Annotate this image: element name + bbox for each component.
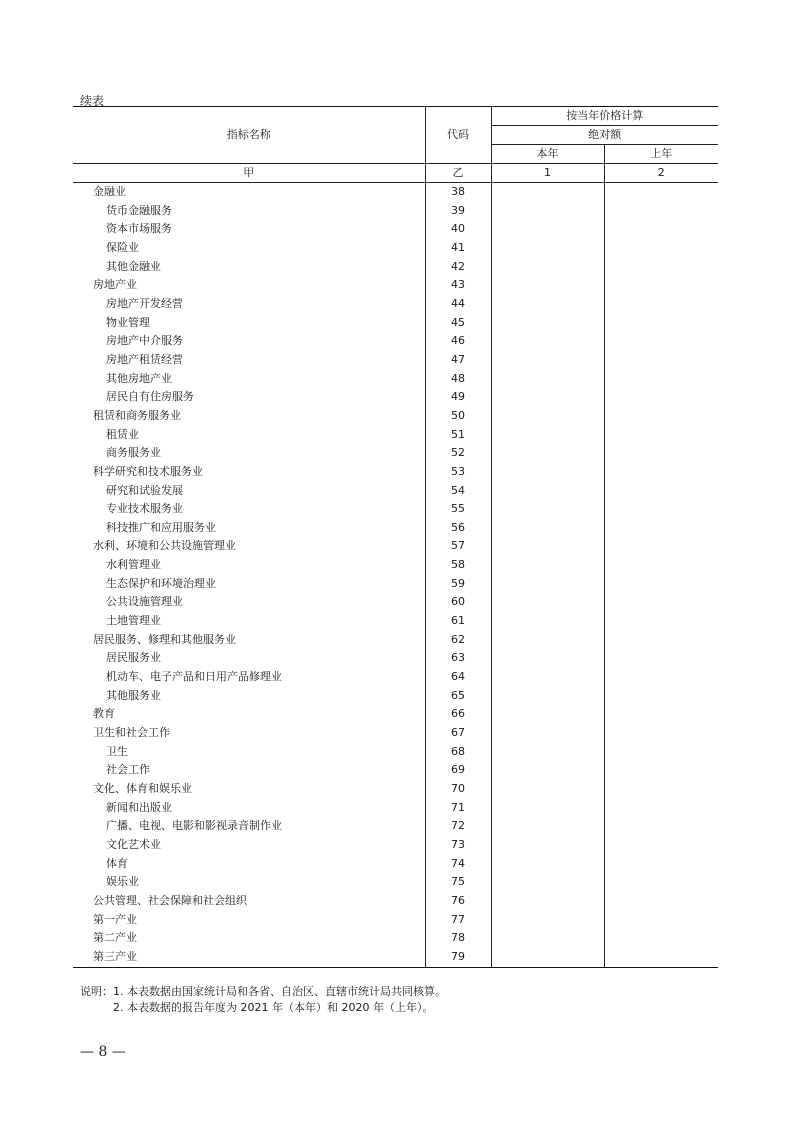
table-row [73,314,718,333]
row-code: 67 [425,724,491,743]
row-name: 资本市场服务 [73,220,425,239]
row-name: 文化艺术业 [73,836,425,855]
row-current-value [491,649,604,668]
row-previous-value [604,500,718,519]
table-row [73,351,718,370]
row-current-value [491,537,604,556]
row-previous-value [604,724,718,743]
row-current-value [491,705,604,724]
row-name: 居民服务业 [73,649,425,668]
row-current-value [491,276,604,295]
table-row [73,836,718,855]
row-name: 其他房地产业 [73,370,425,389]
page-number: — 8 — [80,1044,126,1060]
row-previous-value [604,575,718,594]
row-name: 其他服务业 [73,687,425,706]
row-current-value [491,351,604,370]
row-code: 48 [425,370,491,389]
row-code: 39 [425,202,491,221]
table-row [73,724,718,743]
table-row [73,202,718,221]
row-previous-value [604,761,718,780]
row-name: 生态保护和环境治理业 [73,575,425,594]
row-code: 60 [425,593,491,612]
table-row [73,873,718,892]
table-row [73,183,718,202]
row-name: 教育 [73,705,425,724]
row-name: 租赁业 [73,426,425,445]
row-current-value [491,780,604,799]
row-current-value [491,444,604,463]
continued-label: 续表 [80,94,105,108]
row-current-value [491,855,604,874]
table-row [73,817,718,836]
row-current-value [491,482,604,501]
row-code: 62 [425,631,491,650]
row-current-value [491,295,604,314]
table-row [73,239,718,258]
row-current-value [491,743,604,762]
statistics-table [73,106,718,968]
row-previous-value [604,612,718,631]
header-current-year: 本年 [491,145,604,164]
table-row [73,295,718,314]
row-previous-value [604,388,718,407]
row-previous-value [604,649,718,668]
row-code: 42 [425,258,491,277]
row-current-value [491,668,604,687]
row-previous-value [604,183,718,202]
table-body [73,183,718,968]
row-current-value [491,407,604,426]
row-previous-value [604,929,718,948]
row-code: 73 [425,836,491,855]
notes [80,984,446,1016]
table-row [73,631,718,650]
row-name: 公共设施管理业 [73,593,425,612]
row-current-value [491,463,604,482]
table-row [73,500,718,519]
row-name: 水利管理业 [73,556,425,575]
row-previous-value [604,332,718,351]
row-code: 41 [425,239,491,258]
row-previous-value [604,295,718,314]
row-name: 新闻和出版业 [73,799,425,818]
row-current-value [491,183,604,202]
table-row [73,612,718,631]
row-code: 55 [425,500,491,519]
row-current-value [491,314,604,333]
row-current-value [491,258,604,277]
row-name: 水利、环境和公共设施管理业 [73,537,425,556]
row-current-value [491,593,604,612]
row-current-value [491,799,604,818]
row-previous-value [604,202,718,221]
table-row [73,593,718,612]
table-row [73,220,718,239]
table-row [73,761,718,780]
row-current-value [491,370,604,389]
row-code: 50 [425,407,491,426]
row-name: 体育 [73,855,425,874]
row-previous-value [604,911,718,930]
row-code: 57 [425,537,491,556]
row-code: 59 [425,575,491,594]
label-row-code: 乙 [425,164,491,183]
table-row [73,407,718,426]
row-code: 58 [425,556,491,575]
table-row [73,258,718,277]
row-code: 45 [425,314,491,333]
row-current-value [491,220,604,239]
row-previous-value [604,314,718,333]
table-row [73,911,718,930]
row-code: 79 [425,948,491,967]
row-current-value [491,631,604,650]
row-name: 保险业 [73,239,425,258]
table-row [73,743,718,762]
row-name: 广播、电视、电影和影视录音制作业 [73,817,425,836]
header-previous-year: 上年 [604,145,718,164]
row-name: 科学研究和技术服务业 [73,463,425,482]
row-previous-value [604,351,718,370]
row-name: 卫生 [73,743,425,762]
row-current-value [491,239,604,258]
row-code: 72 [425,817,491,836]
row-name: 商务服务业 [73,444,425,463]
row-current-value [491,892,604,911]
row-name: 房地产开发经营 [73,295,425,314]
row-name: 研究和试验发展 [73,482,425,501]
row-code: 51 [425,426,491,445]
table-row [73,649,718,668]
row-previous-value [604,687,718,706]
row-previous-value [604,799,718,818]
header-price-group: 按当年价格计算 [491,107,718,126]
row-name: 居民自有住房服务 [73,388,425,407]
row-previous-value [604,836,718,855]
row-previous-value [604,426,718,445]
row-name: 专业技术服务业 [73,500,425,519]
row-name: 科技推广和应用服务业 [73,519,425,538]
row-code: 76 [425,892,491,911]
row-previous-value [604,873,718,892]
row-code: 68 [425,743,491,762]
row-current-value [491,948,604,967]
table-row [73,370,718,389]
row-code: 44 [425,295,491,314]
row-previous-value [604,258,718,277]
row-previous-value [604,444,718,463]
row-code: 46 [425,332,491,351]
row-name: 机动车、电子产品和日用产品修理业 [73,668,425,687]
table-row [73,276,718,295]
row-name: 社会工作 [73,761,425,780]
table-row [73,705,718,724]
row-code: 70 [425,780,491,799]
row-code: 78 [425,929,491,948]
row-current-value [491,202,604,221]
row-current-value [491,612,604,631]
row-previous-value [604,276,718,295]
row-previous-value [604,370,718,389]
table-row [73,929,718,948]
row-previous-value [604,743,718,762]
row-previous-value [604,668,718,687]
header-indicator-name: 指标名称 [73,107,425,164]
label-row-name: 甲 [73,164,425,183]
row-code: 65 [425,687,491,706]
row-code: 43 [425,276,491,295]
row-previous-value [604,220,718,239]
row-code: 66 [425,705,491,724]
row-previous-value [604,631,718,650]
row-previous-value [604,482,718,501]
row-current-value [491,388,604,407]
header-absolute: 绝对额 [491,126,718,145]
table-row [73,332,718,351]
row-current-value [491,724,604,743]
table-row [73,668,718,687]
table-row [73,780,718,799]
row-current-value [491,817,604,836]
row-current-value [491,332,604,351]
row-name: 货币金融服务 [73,202,425,221]
row-code: 74 [425,855,491,874]
row-code: 75 [425,873,491,892]
note-line-1: 说明：1. 本表数据由国家统计局和各省、自治区、直辖市统计局共同核算。 [80,985,446,998]
row-current-value [491,575,604,594]
row-current-value [491,873,604,892]
row-previous-value [604,892,718,911]
row-current-value [491,426,604,445]
row-name: 土地管理业 [73,612,425,631]
row-code: 71 [425,799,491,818]
row-name: 其他金融业 [73,258,425,277]
table-row [73,855,718,874]
table-row [73,388,718,407]
row-code: 38 [425,183,491,202]
row-name: 第二产业 [73,929,425,948]
row-name: 租赁和商务服务业 [73,407,425,426]
row-previous-value [604,407,718,426]
table-row [73,575,718,594]
row-current-value [491,556,604,575]
table-row [73,537,718,556]
row-code: 61 [425,612,491,631]
row-previous-value [604,463,718,482]
row-current-value [491,929,604,948]
row-name: 金融业 [73,183,425,202]
row-code: 49 [425,388,491,407]
row-code: 53 [425,463,491,482]
table-row [73,799,718,818]
row-previous-value [604,780,718,799]
row-current-value [491,761,604,780]
table-row [73,519,718,538]
row-previous-value [604,948,718,967]
label-row-previous: 2 [604,164,718,183]
row-name: 娱乐业 [73,873,425,892]
row-name: 房地产业 [73,276,425,295]
row-previous-value [604,855,718,874]
row-code: 56 [425,519,491,538]
row-previous-value [604,556,718,575]
header-code: 代码 [425,107,491,164]
row-code: 69 [425,761,491,780]
table-row [73,444,718,463]
row-code: 63 [425,649,491,668]
row-previous-value [604,593,718,612]
row-current-value [491,911,604,930]
row-code: 77 [425,911,491,930]
row-name: 房地产中介服务 [73,332,425,351]
row-name: 卫生和社会工作 [73,724,425,743]
row-previous-value [604,239,718,258]
row-previous-value [604,519,718,538]
row-previous-value [604,537,718,556]
row-code: 54 [425,482,491,501]
row-current-value [491,687,604,706]
row-current-value [491,519,604,538]
row-name: 居民服务、修理和其他服务业 [73,631,425,650]
row-previous-value [604,817,718,836]
row-code: 47 [425,351,491,370]
row-name: 第三产业 [73,948,425,967]
row-code: 52 [425,444,491,463]
row-current-value [491,836,604,855]
row-name: 房地产租赁经营 [73,351,425,370]
row-code: 40 [425,220,491,239]
table-row [73,948,718,967]
label-row-current: 1 [491,164,604,183]
table-row [73,892,718,911]
table-row [73,463,718,482]
table-row [73,482,718,501]
row-previous-value [604,705,718,724]
table-row [73,556,718,575]
table-row [73,687,718,706]
row-current-value [491,500,604,519]
row-name: 物业管理 [73,314,425,333]
note-line-2: 2. 本表数据的报告年度为 2021 年（本年）和 2020 年（上年）。 [113,1001,434,1014]
row-name: 公共管理、社会保障和社会组织 [73,892,425,911]
row-name: 文化、体育和娱乐业 [73,780,425,799]
row-name: 第一产业 [73,911,425,930]
row-code: 64 [425,668,491,687]
table-row [73,426,718,445]
